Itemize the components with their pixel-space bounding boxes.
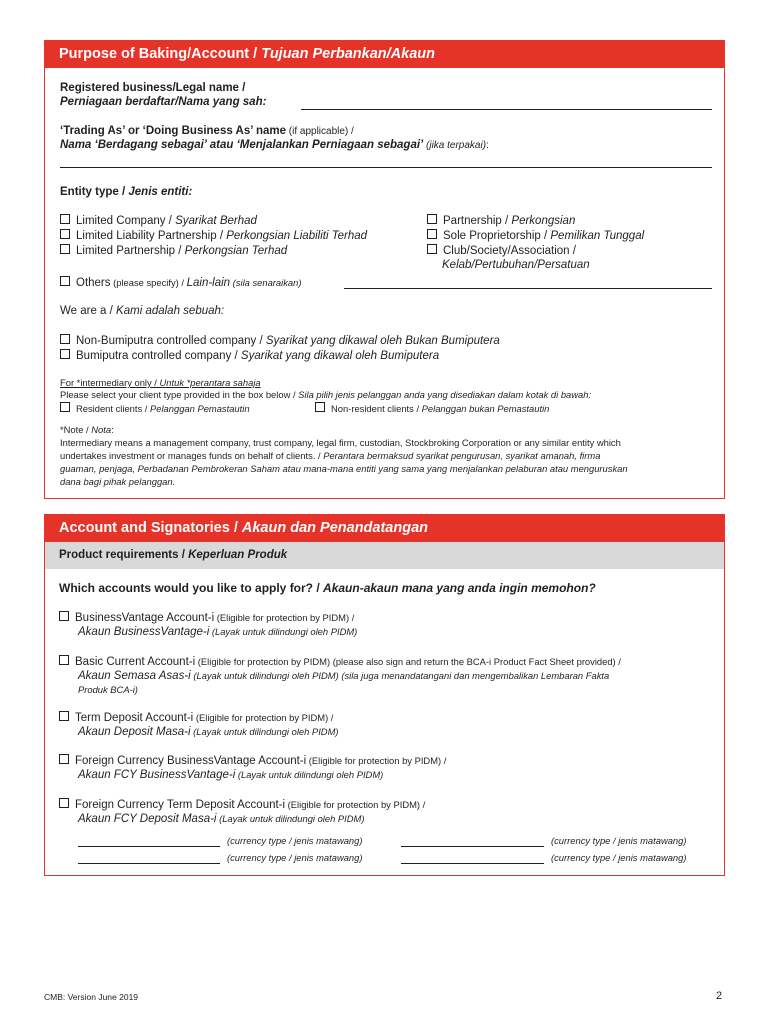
- page-number: 2: [716, 990, 723, 1002]
- purpose-header: Purpose of Baking/Account / Tujuan Perbankan/Akaun: [45, 41, 724, 68]
- account-option-fcy-businessvantage-ms: Akaun FCY BusinessVantage-i (Layak untuk dilindungi oleh PIDM): [78, 769, 384, 781]
- account-option-fcy-businessvantage[interactable]: Foreign Currency BusinessVantage Account-i (Eligible for protection by PIDM) /: [59, 754, 446, 767]
- checkbox[interactable]: [60, 334, 70, 344]
- checkbox[interactable]: [427, 229, 437, 239]
- trading-name-field[interactable]: [60, 167, 712, 168]
- account-option-fcy-term-deposit-ms: Akaun FCY Deposit Masa-i (Layak untuk dilindungi oleh PIDM): [78, 813, 365, 825]
- entity-option-others[interactable]: Others (please specify) / Lain-lain (sila senaraikan): [60, 276, 301, 289]
- product-requirements-label: Product requirements / Keperluan Produk: [59, 549, 288, 561]
- checkbox[interactable]: [427, 214, 437, 224]
- option-resident[interactable]: Resident clients / Pelanggan Pemastautin: [60, 402, 250, 414]
- checkbox[interactable]: [315, 402, 325, 412]
- entity-option-llp[interactable]: Limited Liability Partnership / Perkongsian Liabiliti Terhad: [60, 229, 367, 242]
- checkbox[interactable]: [59, 611, 69, 621]
- checkbox[interactable]: [59, 711, 69, 721]
- registered-name-label: Registered business/Legal name /: [60, 82, 246, 94]
- checkbox[interactable]: [427, 244, 437, 254]
- checkbox[interactable]: [60, 349, 70, 359]
- note-line-4: dana bagi pihak pelanggan.: [60, 476, 176, 487]
- registered-name-label-ms: Perniagaan berdaftar/Nama yang sah:: [60, 96, 267, 108]
- currency-label: (currency type / jenis matawang): [227, 835, 363, 846]
- account-option-fcy-term-deposit[interactable]: Foreign Currency Term Deposit Account-i (Eligible for protection by PIDM) /: [59, 798, 425, 811]
- checkbox[interactable]: [60, 214, 70, 224]
- currency-field[interactable]: [401, 863, 544, 864]
- entity-option-limited-partnership[interactable]: Limited Partnership / Perkongsian Terhad: [60, 244, 287, 257]
- accounts-question: Which accounts would you like to apply for? / Akaun-akaun mana yang anda ingin memohon?: [59, 581, 596, 595]
- currency-field[interactable]: [78, 846, 220, 847]
- checkbox[interactable]: [60, 276, 70, 286]
- entity-option-partnership[interactable]: Partnership / Perkongsian: [427, 214, 575, 227]
- product-requirements-band: [45, 542, 724, 569]
- note-line-3: guaman, penjaga, Perbadanan Pembrokeran Saham atau mana-mana entiti yang sama yang menjalankan pelaburan atau menguruskan: [60, 463, 628, 474]
- currency-field[interactable]: [78, 863, 220, 864]
- version-text: CMB: Version June 2019: [44, 992, 139, 1002]
- option-non-resident[interactable]: Non-resident clients / Pelanggan bukan Pemastautin: [315, 402, 549, 414]
- entity-option-sole-proprietorship[interactable]: Sole Proprietorship / Pemilikan Tunggal: [427, 229, 644, 242]
- trading-label-ms: Nama ‘Berdagang sebagai’ atau ‘Menjalankan Perniagaan sebagai’ (jika terpakai):: [60, 139, 489, 151]
- option-non-bumiputra[interactable]: Non-Bumiputra controlled company / Syarikat yang dikawal oleh Bukan Bumiputera: [60, 334, 500, 347]
- registered-name-field[interactable]: [301, 109, 712, 110]
- account-option-term-deposit[interactable]: Term Deposit Account-i (Eligible for protection by PIDM) /: [59, 711, 333, 724]
- note-line-2: undertakes investment or manages funds on behalf of clients. / Perantara bermaksud syarikat pengurusan, syarikat amanah, firma: [60, 450, 601, 461]
- intermediary-label: For *intermediary only / Untuk *perantara sahaja: [60, 377, 261, 388]
- currency-label: (currency type / jenis matawang): [551, 835, 687, 846]
- note-label: *Note / Nota:: [60, 424, 114, 435]
- checkbox[interactable]: [60, 244, 70, 254]
- accounts-section: [44, 514, 725, 876]
- checkbox[interactable]: [60, 402, 70, 412]
- account-option-basic-current-ms: Akaun Semasa Asas-i (Layak untuk dilindungi oleh PIDM) (sila juga menandatangani dan mengembalikan Lembaran Fakta: [78, 670, 610, 682]
- account-option-term-deposit-ms: Akaun Deposit Masa-i (Layak untuk dilindungi oleh PIDM): [78, 726, 339, 738]
- purpose-section: [44, 40, 725, 499]
- currency-field[interactable]: [401, 846, 544, 847]
- others-specify-field[interactable]: [344, 288, 712, 289]
- accounts-header: Account and Signatories / Akaun dan Penandatangan: [45, 515, 724, 542]
- entity-option-limited-company[interactable]: Limited Company / Syarikat Berhad: [60, 214, 257, 227]
- entity-option-club-ms: Kelab/Pertubuhan/Persatuan: [442, 259, 590, 271]
- checkbox[interactable]: [59, 798, 69, 808]
- account-option-basic-current-ms-cont: Produk BCA-i): [78, 684, 138, 695]
- entity-option-club[interactable]: Club/Society/Association /: [427, 244, 576, 257]
- account-option-businessvantage[interactable]: BusinessVantage Account-i (Eligible for protection by PIDM) /: [59, 611, 354, 624]
- checkbox[interactable]: [60, 229, 70, 239]
- account-option-basic-current[interactable]: Basic Current Account-i (Eligible for protection by PIDM) (please also sign and return the BCA-i Product Fact Sheet provided) /: [59, 655, 621, 668]
- checkbox[interactable]: [59, 754, 69, 764]
- option-bumiputra[interactable]: Bumiputra controlled company / Syarikat yang dikawal oleh Bumiputera: [60, 349, 439, 362]
- trading-label: ‘Trading As’ or ‘Doing Business As’ name (if applicable) /: [60, 125, 354, 137]
- we-are-label: We are a / Kami adalah sebuah:: [60, 305, 225, 317]
- currency-label: (currency type / jenis matawang): [551, 852, 687, 863]
- checkbox[interactable]: [59, 655, 69, 665]
- entity-type-label: Entity type / Jenis entiti:: [60, 186, 193, 198]
- currency-label: (currency type / jenis matawang): [227, 852, 363, 863]
- client-type-instruction: Please select your client type provided in the box below / Sila pilih jenis pelanggan anda yang disediakan dalam kotak di bawah:: [60, 389, 592, 400]
- note-line-1: Intermediary means a management company, trust company, legal firm, custodian, Stockbroking Corporation or any similar entity which: [60, 437, 621, 448]
- account-option-businessvantage-ms: Akaun BusinessVantage-i (Layak untuk dilindungi oleh PIDM): [78, 626, 358, 638]
